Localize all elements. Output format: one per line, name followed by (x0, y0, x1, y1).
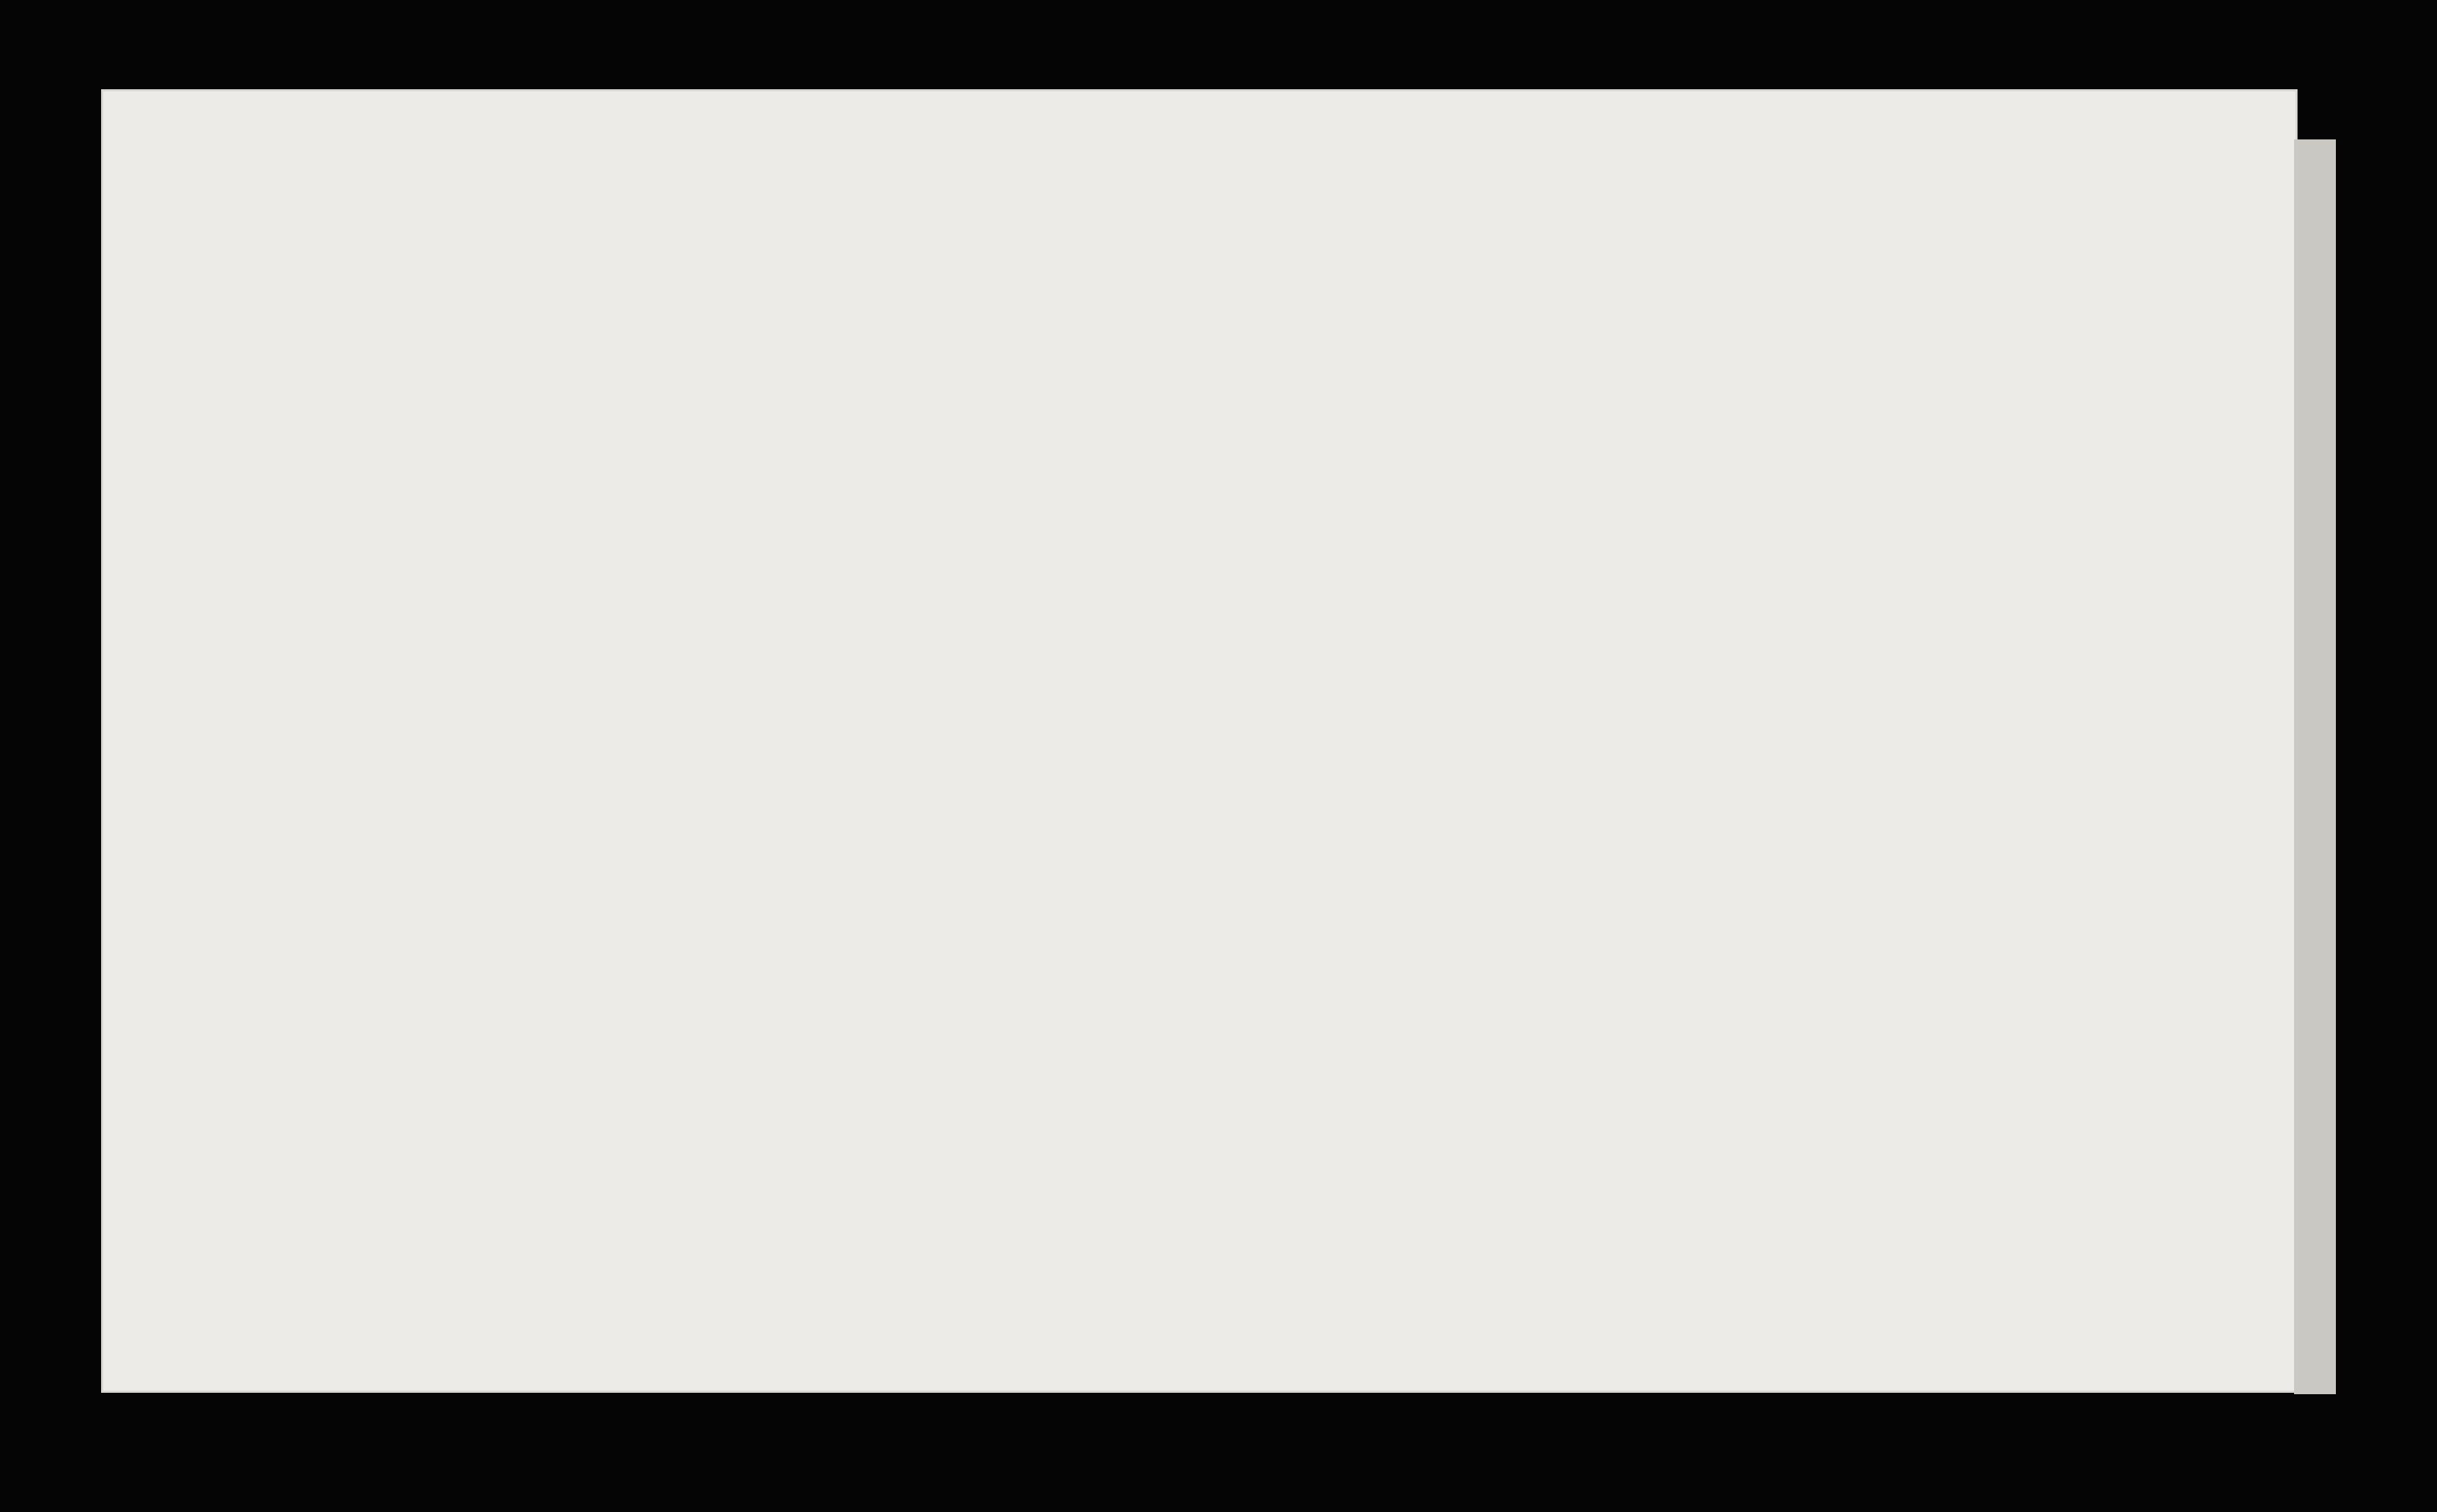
census-card (101, 89, 2298, 1393)
paper-edge (2294, 139, 2336, 1394)
